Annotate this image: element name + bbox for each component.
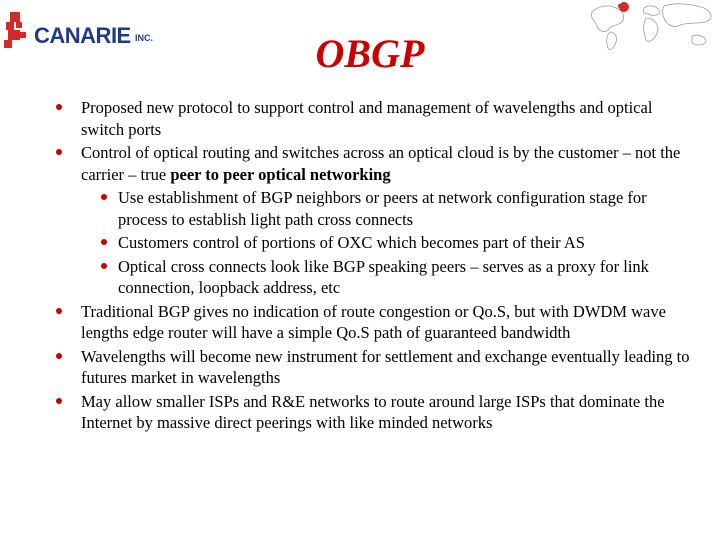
bullet-text: Traditional BGP gives no indication of route congestion or Qo.S, but with DWDM wave lengths edge router will have a simple Qo.S path of guaranteed bandwidth <box>81 301 666 342</box>
bullet-dot-icon <box>56 398 62 404</box>
bullet-dot-icon <box>56 104 62 110</box>
bullet-text: Proposed new protocol to support control and management of wavelengths and optical switch ports <box>81 98 653 139</box>
bullet-item <box>0 97 720 140</box>
bullet-dot-icon <box>56 353 62 359</box>
bullet-dot-icon <box>101 239 107 245</box>
bullet-text: Customers control of portions of OXC which becomes part of their AS <box>118 233 585 252</box>
bullet-dot-icon <box>101 194 107 200</box>
bullet-text: Wavelengths will become new instrument for settlement and exchange eventually leading to futures market in wavelengths <box>81 346 690 387</box>
bullet-item <box>0 187 720 230</box>
bullet-dot-icon <box>101 263 107 269</box>
bullet-item <box>0 232 720 254</box>
bullet-text: Control of optical routing and switches across an optical cloud is by the customer – not the carrier – true <box>81 143 681 184</box>
bullet-text-bold: peer to peer optical networking <box>170 164 391 184</box>
bullet-text: May allow smaller ISPs and R&E networks to route around large ISPs that dominate the Internet by massive direct peerings with like minded networks <box>81 391 665 432</box>
bullet-list <box>0 97 720 436</box>
bullet-item <box>0 142 720 185</box>
bullet-dot-icon <box>56 308 62 314</box>
slide-title: OBGP <box>315 31 425 76</box>
bullet-text: Optical cross connects look like BGP speaking peers – serves as a proxy for link connection, loopback address, etc <box>118 256 649 297</box>
bullet-item <box>0 301 720 344</box>
bullet-item <box>0 391 720 434</box>
bullet-item <box>0 256 720 299</box>
logo-wordmark: CANARIE <box>34 23 131 48</box>
bullet-text: Use establishment of BGP neighbors or peers at network configuration stage for process to establish light path cross connects <box>118 188 647 229</box>
bullet-dot-icon <box>56 149 62 155</box>
bullet-item <box>0 346 720 389</box>
logo-suffix: INC. <box>135 33 153 43</box>
